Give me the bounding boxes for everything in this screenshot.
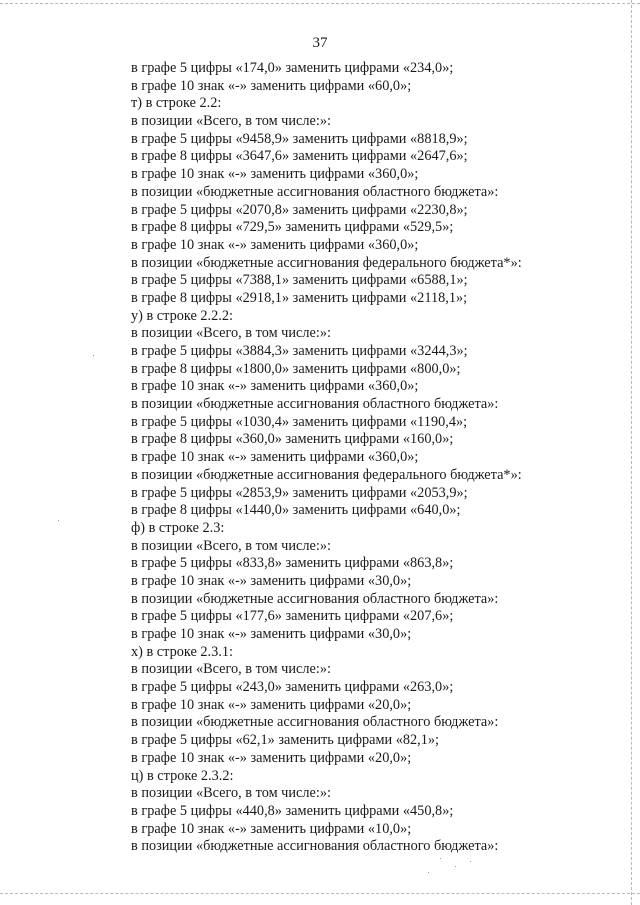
text-line: в графе 8 цифры «2918,1» заменить цифрами «2118,1»; bbox=[131, 289, 468, 306]
text-line: т) в строке 2.2: bbox=[131, 95, 222, 112]
text-line: в графе 5 цифры «2070,8» заменить цифрами «2230,8»; bbox=[131, 201, 468, 218]
text-line: в графе 5 цифры «3884,3» заменить цифрами «3244,3»; bbox=[131, 343, 468, 359]
text-line: в графе 10 знак «-» заменить цифрами «360,0»; bbox=[131, 166, 419, 183]
text-line: в графе 8 цифры «360,0» заменить цифрами «160,0»; bbox=[131, 431, 454, 448]
text-line: в графе 10 знак «-» заменить цифрами «360,0»; bbox=[131, 378, 419, 395]
text-line: в графе 10 знак «-» заменить цифрами «30,0»; bbox=[131, 572, 412, 589]
text-line: ф) в строке 2.3: bbox=[131, 519, 225, 536]
text-line: в графе 8 цифры «1800,0» заменить цифрами «800,0»; bbox=[131, 360, 461, 377]
text-line: в позиции «бюджетные ассигнования федерального бюджета*»: bbox=[131, 466, 522, 483]
text-line: в графе 5 цифры «2853,9» заменить цифрами «2053,9»; bbox=[131, 484, 468, 501]
text-line: в позиции «бюджетные ассигнования областного бюджета»: bbox=[131, 838, 499, 855]
page-number: 37 bbox=[312, 35, 328, 51]
scan-edge-bottom bbox=[0, 893, 640, 894]
text-line: в позиции «бюджетные ассигнования областного бюджета»: bbox=[131, 714, 499, 731]
text-line: в графе 10 знак «-» заменить цифрами «360,0»; bbox=[131, 236, 419, 253]
text-line: в графе 10 знак «-» заменить цифрами «60,0»; bbox=[131, 77, 412, 94]
text-line: в графе 5 цифры «833,8» заменить цифрами «863,8»; bbox=[131, 555, 454, 572]
text-line: в графе 5 цифры «177,6» заменить цифрами «207,6»; bbox=[131, 608, 454, 625]
text-line: в позиции «бюджетные ассигнования областного бюджета»: bbox=[131, 183, 499, 200]
text-line: ц) в строке 2.3.2: bbox=[131, 767, 234, 784]
text-line: в графе 10 знак «-» заменить цифрами «30,0»; bbox=[131, 626, 412, 642]
text-line: в графе 5 цифры «62,1» заменить цифрами «82,1»; bbox=[131, 732, 440, 749]
scan-speck bbox=[440, 858, 441, 859]
text-line: в графе 10 знак «-» заменить цифрами «360,0»; bbox=[131, 449, 419, 466]
text-line: в графе 10 знак «-» заменить цифрами «20,0»; bbox=[131, 749, 412, 766]
scan-edge-top bbox=[0, 3, 640, 4]
text-line: х) в строке 2.3.1: bbox=[131, 643, 233, 660]
text-line: в графе 8 цифры «729,5» заменить цифрами «529,5»; bbox=[131, 219, 454, 236]
text-line: в позиции «Всего, в том числе:»: bbox=[131, 537, 331, 554]
text-line: в позиции «бюджетные ассигнования областного бюджета»: bbox=[131, 590, 499, 607]
text-line: в графе 8 цифры «1440,0» заменить цифрами «640,0»; bbox=[131, 502, 461, 519]
scan-speck bbox=[93, 355, 94, 356]
text-line: в графе 5 цифры «1030,4» заменить цифрами «1190,4»; bbox=[131, 413, 468, 430]
text-line: в графе 10 знак «-» заменить цифрами «20,0»; bbox=[131, 696, 412, 713]
text-line: в графе 5 цифры «9458,9» заменить цифрами «8818,9»; bbox=[131, 130, 468, 147]
text-line: в графе 5 цифры «440,8» заменить цифрами «450,8»; bbox=[131, 802, 454, 819]
text-line: в позиции «Всего, в том числе:»: bbox=[131, 325, 331, 342]
text-line: в графе 5 цифры «7388,1» заменить цифрами «6588,1»; bbox=[131, 272, 468, 289]
text-line: в позиции «бюджетные ассигнования областного бюджета»: bbox=[131, 396, 499, 413]
text-line: в графе 8 цифры «3647,6» заменить цифрами «2647,6»; bbox=[131, 148, 468, 165]
text-line: в позиции «Всего, в том числе:»: bbox=[131, 785, 331, 802]
amendment-lines bbox=[131, 60, 611, 856]
scan-speck bbox=[58, 520, 59, 521]
text-line: у) в строке 2.2.2: bbox=[131, 307, 233, 324]
text-line: в позиции «бюджетные ассигнования федерального бюджета*»: bbox=[131, 254, 522, 271]
scan-speck bbox=[470, 861, 471, 862]
text-line: в графе 5 цифры «243,0» заменить цифрами «263,0»; bbox=[131, 679, 454, 696]
text-line: в графе 5 цифры «174,0» заменить цифрами «234,0»; bbox=[131, 60, 454, 76]
text-line: в позиции «Всего, в том числе:»: bbox=[131, 113, 331, 130]
scan-speck bbox=[455, 866, 456, 867]
scan-speck bbox=[428, 872, 429, 873]
text-line: в позиции «Всего, в том числе:»: bbox=[131, 661, 331, 678]
scan-edge-right bbox=[631, 0, 632, 905]
text-line: в графе 10 знак «-» заменить цифрами «10,0»; bbox=[131, 820, 412, 837]
